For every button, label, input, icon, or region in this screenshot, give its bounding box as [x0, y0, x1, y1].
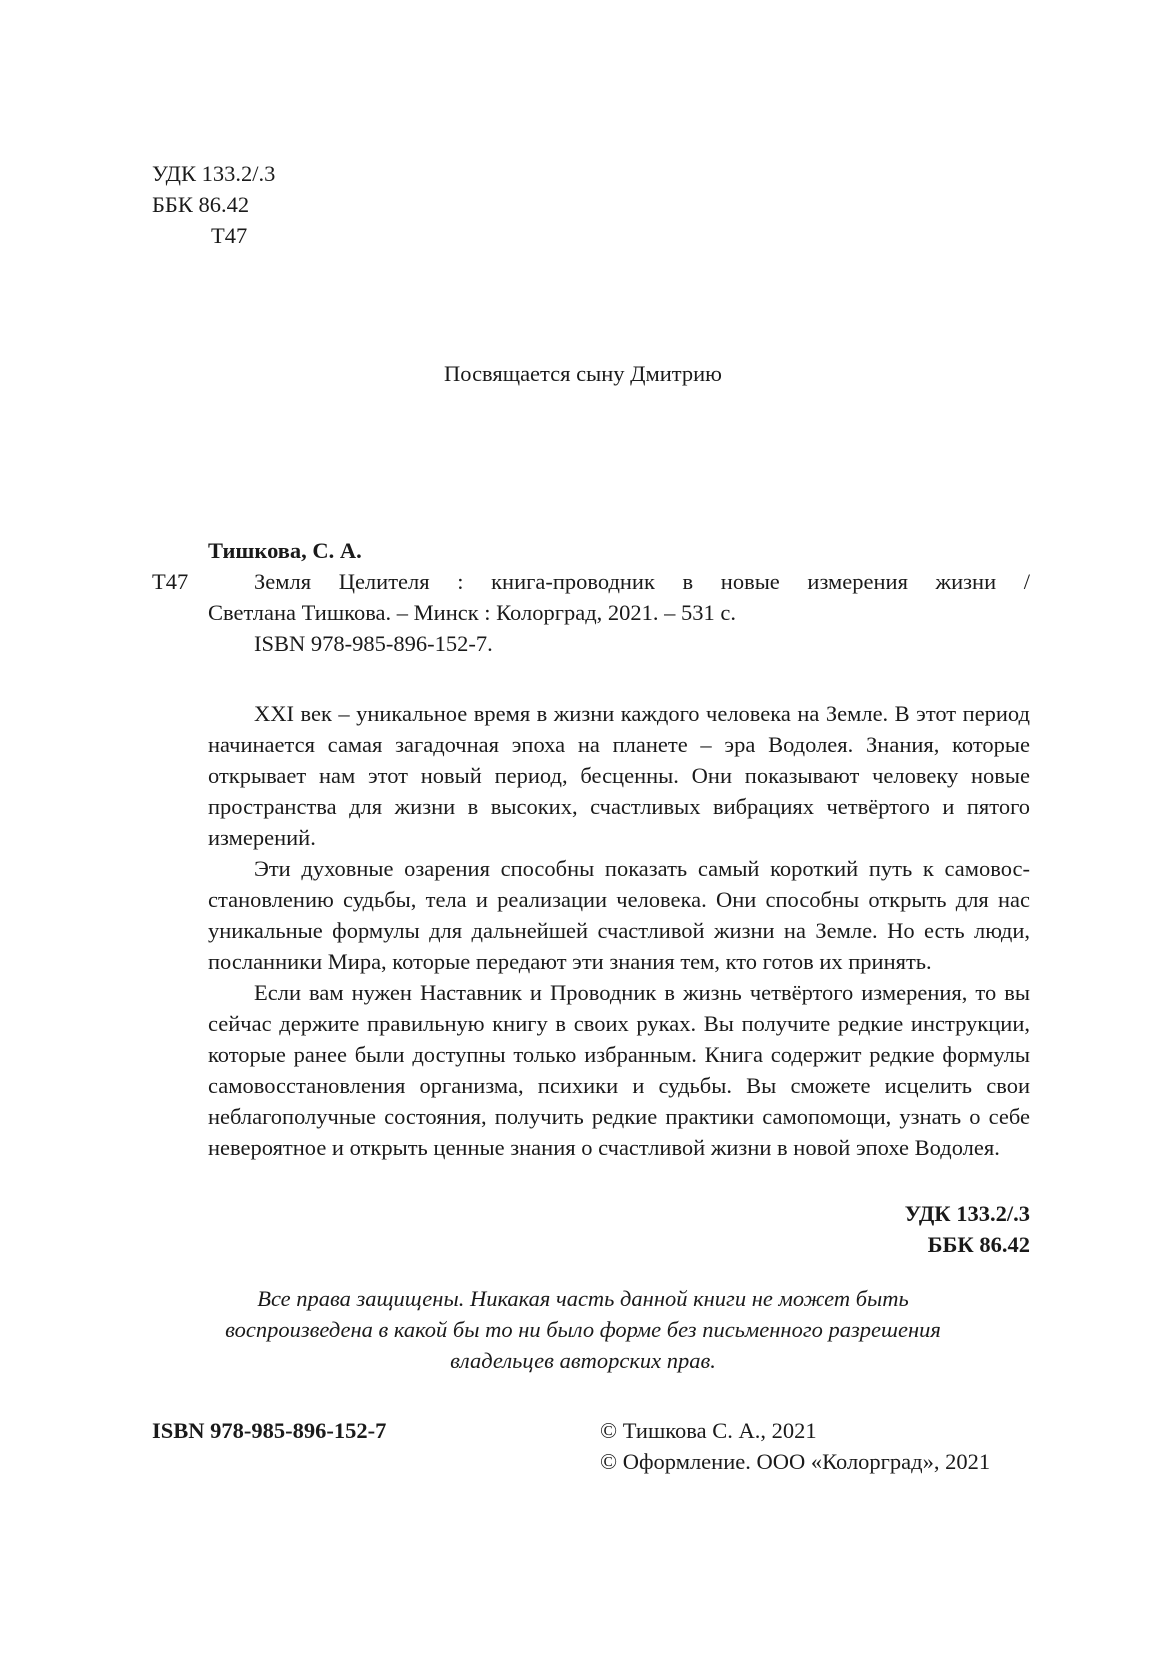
rights-line: владельцев авторских прав.: [450, 1348, 716, 1373]
rights-line: воспроизведена в какой бы то ни было форме без письменного разрешения: [225, 1317, 941, 1342]
rights-line: Все права защищены. Никакая часть данной книги не может быть: [257, 1286, 909, 1311]
udk-code: УДК 133.2/.3: [152, 161, 276, 186]
isbn-number: ISBN 978-985-896-152-7: [152, 1418, 387, 1443]
copyright-author: © Тишкова С. А., 2021: [600, 1418, 817, 1443]
bib-author: Тишкова, С. А.: [208, 538, 362, 563]
dedication: Посвящается сыну Дмитрию: [444, 361, 722, 386]
annotation-paragraph: Если вам нужен Наставник и Проводник в жизнь четвёртого измерения, то вы сейчас держите правильную книгу в своих руках. Вы получите редкие инструкции, которые ранее были доступны только избранным. Книга содержит редкие формулы самовосстановления организма, психики и судьбы. Вы сможете исцелить свои неблагополучные состояния, получить редкие практики самопомощи, узнать о себе невероятное и открыть ценные знания о счастливой жизни в новой эпохе Водолея.: [208, 980, 1030, 1160]
annotation: [208, 698, 1030, 1163]
bib-title-row: [152, 566, 1030, 597]
bib-isbn: ISBN 978-985-896-152-7.: [254, 631, 493, 656]
bib-title: Земля Целителя : книга-проводник в новые измерения жизни /: [254, 569, 1030, 594]
copyright-block: [600, 1415, 990, 1477]
bibliographic-record: [152, 535, 1030, 659]
bib-cutter: Т47: [152, 569, 189, 594]
bib-continuation: Светлана Тишкова. – Минск : Колорград, 2021. – 531 с.: [208, 600, 737, 625]
annotation-paragraph: XXI век – уникальное время в жизни каждого человека на Земле. В этот период начинается самая загадочная эпоха на планете – эра Водолея. Знания, которые открывает нам этот новый период, бесценны. Они показывают человеку новые пространства для жизни в высоких, счастливых вибрациях четвёртого и пятого измерений.: [208, 701, 1030, 850]
copyright-design: © Оформление. ООО «Колорград», 2021: [600, 1449, 991, 1474]
bbk-code-bold: ББК 86.42: [927, 1232, 1030, 1257]
right-classification-codes: [905, 1198, 1030, 1260]
cutter-code: Т47: [211, 223, 248, 248]
bbk-code: ББК 86.42: [152, 192, 250, 217]
annotation-paragraph: Эти духовные озарения способны показать самый короткий путь к самовосстановлению судьбы, тела и реализации человека. Они способны открыть для нас уникальные формулы для дальнейшей счастливой жизни на Земле. Но есть люди, посланники Мира, которые передают эти знания тем, кто готов их принять.: [208, 856, 1030, 974]
top-classification-codes: [152, 158, 275, 251]
udk-code-bold: УДК 133.2/.3: [904, 1201, 1030, 1226]
rights-notice: [0, 1283, 1166, 1376]
